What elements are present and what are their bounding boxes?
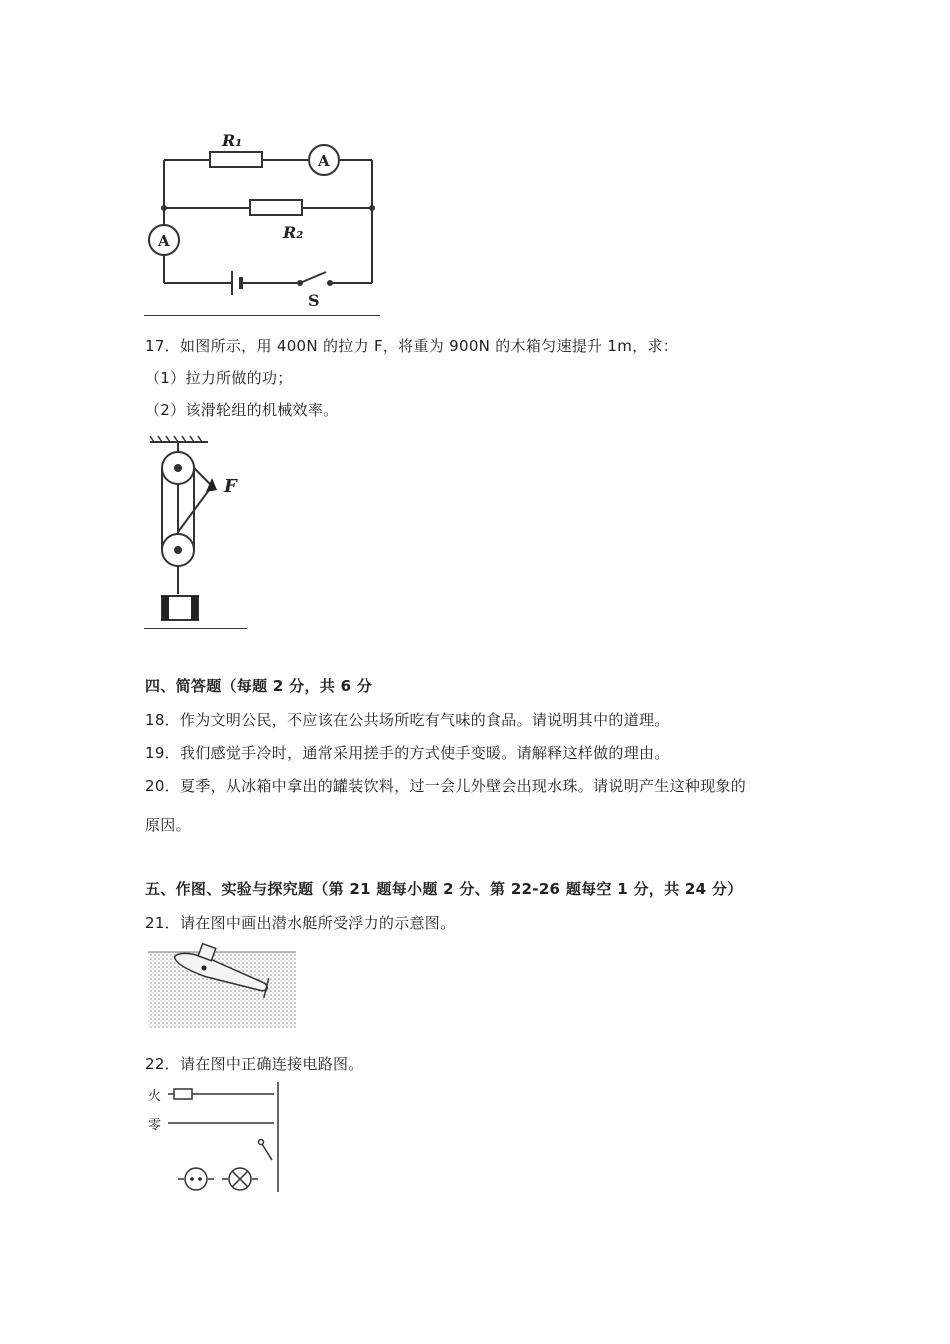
switch-label: S <box>308 291 320 310</box>
household-circuit-figure <box>140 1078 290 1196</box>
question-20-line2: 原因。 <box>145 816 191 834</box>
r2-label: R₂ <box>283 223 304 242</box>
ammeter-a-letter: A <box>158 232 170 250</box>
resistor-r1 <box>210 152 262 167</box>
force-arrow-icon <box>206 478 217 492</box>
question-20-line1: 20．夏季，从冰箱中拿出的罐装饮料，过一会儿外壁会出现水珠。请说明产生这种现象的 <box>145 777 747 795</box>
ammeter-a1-letter: A <box>318 152 330 170</box>
circuit-diagram-figure <box>140 120 390 320</box>
switch-icon <box>262 1144 272 1160</box>
question-17-part1: （1）拉力所做的功； <box>145 369 293 387</box>
figure-underline <box>144 315 380 316</box>
water-region <box>148 952 296 1028</box>
r1-label: R₁ <box>222 131 243 150</box>
question-18: 18．作为文明公民，不应该在公共场所吃有气味的食品。请说明其中的道理。 <box>145 711 670 729</box>
socket-icon <box>185 1168 207 1190</box>
live-wire-label: 火 <box>148 1089 162 1104</box>
fuse-icon <box>174 1089 192 1099</box>
figure-underline <box>144 628 247 629</box>
question-22: 22．请在图中正确连接电路图。 <box>145 1055 364 1073</box>
neutral-wire-label: 零 <box>148 1118 162 1133</box>
force-label: F <box>224 476 237 497</box>
section-4-title: 四、简答题（每题 2 分，共 6 分 <box>145 677 373 695</box>
switch-s <box>300 272 326 283</box>
submarine-figure <box>146 938 298 1030</box>
question-17-part2: （2）该滑轮组的机械效率。 <box>145 401 339 419</box>
question-17-text: 17．如图所示，用 400N 的拉力 F，将重为 900N 的木箱匀速提升 1m，求： <box>145 337 679 355</box>
question-19: 19．我们感觉手冷时，通常采用搓手的方式使手变暖。请解释这样做的理由。 <box>145 744 670 762</box>
resistor-r2 <box>250 200 302 215</box>
center-point-icon <box>202 966 207 971</box>
pulley-system-figure <box>140 432 260 632</box>
section-5-title: 五、作图、实验与探究题（第 21 题每小题 2 分、第 22-26 题每空 1 分，共 24 分） <box>145 880 743 898</box>
question-21: 21．请在图中画出潜水艇所受浮力的示意图。 <box>145 914 456 932</box>
